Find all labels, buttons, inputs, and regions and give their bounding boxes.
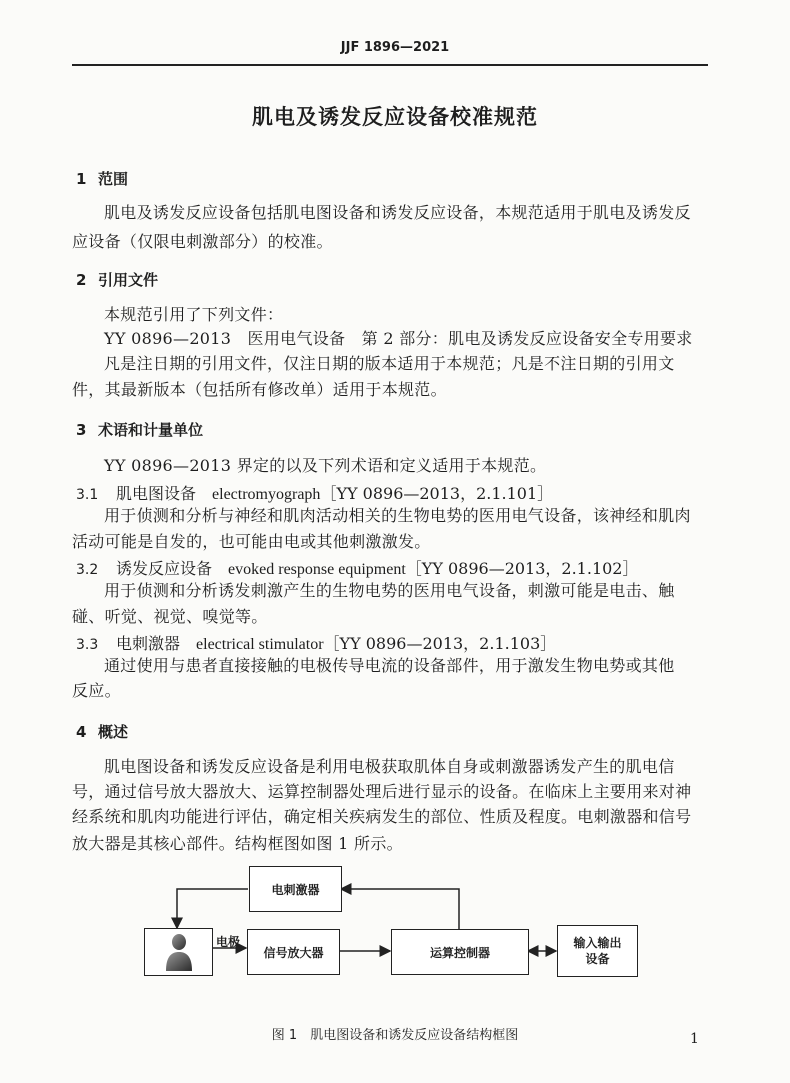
figure-caption: 图 1 肌电图设备和诱发反应设备结构框图: [271, 1028, 519, 1043]
page-title: 肌电及诱发反应设备校准规范: [252, 105, 538, 129]
section-4-line-2: 号，通过信号放大器放大、运算控制器处理后进行显示的设备。在临床上主要用来对神: [72, 782, 692, 801]
section-1-line-1: 肌电及诱发反应设备包括肌电图设备和诱发反应设备，本规范适用于肌电及诱发反: [104, 203, 691, 222]
stimulator-box: 电刺激器: [249, 866, 342, 912]
section-2-heading: 2 引用文件: [76, 271, 159, 289]
io-device-label-1: 输入输出: [573, 936, 622, 950]
section-4-line-4: 放大器是其核心部件。结构框图如图 1 所示。: [72, 834, 403, 853]
term-3-1-def-2: 活动可能是自发的，也可能由电或其他刺激激发。: [72, 532, 431, 551]
patient-box: [144, 928, 213, 976]
section-4-line-3: 经系统和肌肉功能进行评估，确定相关疾病发生的部位、性质及程度。电刺激器和信号: [72, 807, 692, 826]
section-3-intro: YY 0896—2013 界定的以及下列术语和定义适用于本规范。: [104, 456, 547, 475]
term-3-2: 3.2 诱发反应设备 evoked response equipment［YY 0896—2013，2.1.102］: [76, 559, 639, 578]
controller-box: 运算控制器: [391, 929, 529, 975]
electrode-label: 电极: [216, 935, 241, 949]
section-2-line-2: 件，其最新版本（包括所有修改单）适用于本规范。: [72, 380, 447, 399]
section-2-line-1: 凡是注日期的引用文件，仅注日期的版本适用于本规范；凡是不注日期的引用文: [104, 354, 675, 373]
term-3-3-def-2: 反应。: [72, 681, 121, 700]
term-3-1-def-1: 用于侦测和分析与神经和肌肉活动相关的生物电势的医用电气设备，该神经和肌肉: [104, 506, 691, 525]
term-3-3: 3.3 电刺激器 electrical stimulator［YY 0896—2013，2.1.103］: [76, 634, 557, 653]
connector-stimulator-to-person: [177, 889, 248, 928]
person-icon: [164, 933, 194, 971]
section-4-line-1: 肌电图设备和诱发反应设备是利用电极获取肌体自身或刺激器诱发产生的肌电信: [104, 757, 675, 776]
term-3-3-def-1: 通过使用与患者直接接触的电极传导电流的设备部件，用于激发生物电势或其他: [104, 656, 675, 675]
connector-controller-to-stimulator: [341, 889, 459, 930]
section-3-heading: 3 术语和计量单位: [76, 421, 204, 439]
section-2-reference: YY 0896—2013 医用电气设备 第 2 部分：肌电及诱发反应设备安全专用要求: [104, 329, 693, 348]
section-2-intro: 本规范引用了下列文件：: [104, 305, 284, 324]
amplifier-box: 信号放大器: [247, 929, 340, 975]
io-device-label-2: 设备: [585, 952, 610, 966]
section-4-heading: 4 概述: [76, 723, 129, 741]
section-1-heading: 1 范围: [76, 170, 129, 188]
io-device-box: [557, 925, 638, 977]
page-number: 1: [690, 1031, 699, 1047]
term-3-2-def-1: 用于侦测和分析诱发刺激产生的生物电势的医用电气设备，刺激可能是电击、触: [104, 581, 675, 600]
section-1-line-2: 应设备（仅限电刺激部分）的校准。: [72, 232, 333, 251]
term-3-2-def-2: 碰、听觉、视觉、嗅觉等。: [72, 607, 268, 626]
standard-code-header: JJF 1896—2021: [340, 40, 450, 55]
term-3-1: 3.1 肌电图设备 electromyograph［YY 0896—2013，2.1.101］: [76, 484, 554, 503]
